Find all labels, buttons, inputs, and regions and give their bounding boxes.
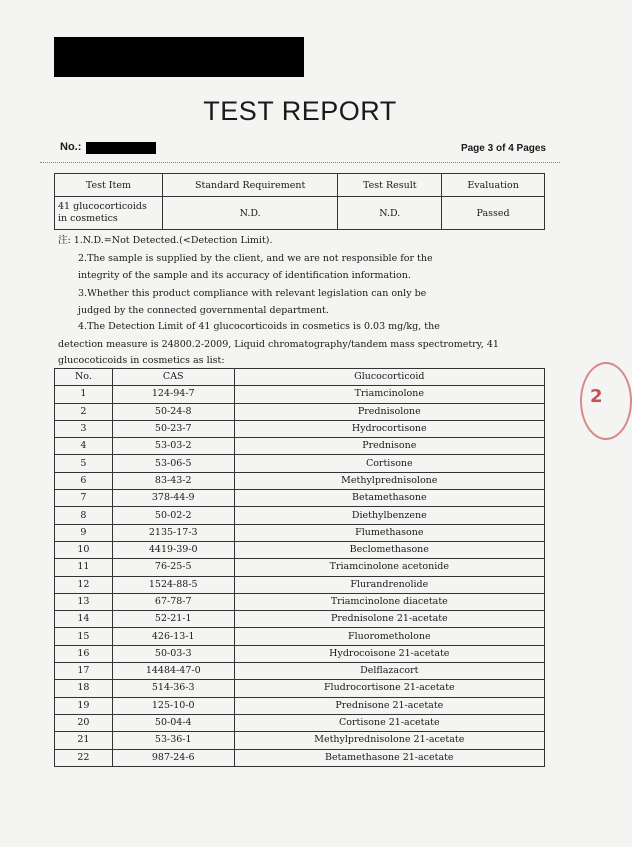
test-item-line2: in cosmetics: [58, 213, 118, 224]
gc-name-cell: Methylprednisolone 21-acetate: [234, 732, 544, 749]
gc-no-cell: 21: [55, 732, 113, 749]
gc-name-cell: Triamcinolone acetonide: [234, 559, 544, 576]
gc-no-cell: 3: [55, 420, 113, 437]
gc-cas-cell: 4419-39-0: [112, 541, 234, 558]
gc-name-cell: Hydrocortisone: [234, 420, 544, 437]
gc-cas-cell: 53-36-1: [112, 732, 234, 749]
note-3-line2: judged by the connected governmental department.: [78, 305, 329, 316]
note-4-line2: detection measure is 24800.2-2009, Liquid chromatography/tandem mass spectrometry, 41: [58, 339, 499, 350]
gc-no-cell: 14: [55, 611, 113, 628]
note-3-line1: 3.Whether this product compliance with relevant legislation can only be: [78, 288, 427, 299]
summary-data-row: [55, 197, 545, 230]
summary-evaluation: Passed: [442, 197, 545, 230]
gc-cas-cell: 125-10-0: [112, 697, 234, 714]
gc-name-cell: Triamcinolone diacetate: [234, 593, 544, 610]
gc-cas-cell: 14484-47-0: [112, 663, 234, 680]
summary-header-cell: Test Item: [55, 174, 163, 197]
table-row: [55, 472, 545, 489]
gc-cas-cell: 53-06-5: [112, 455, 234, 472]
table-row: [55, 541, 545, 558]
gc-name-cell: Hydrocoisone 21-acetate: [234, 645, 544, 662]
table-row: [55, 455, 545, 472]
gc-cas-cell: 514-36-3: [112, 680, 234, 697]
table-row: [55, 420, 545, 437]
glucocorticoid-table: [54, 368, 545, 767]
gc-header-cell: Glucocorticoid: [234, 369, 544, 386]
gc-no-cell: 7: [55, 490, 113, 507]
note-2-line2: integrity of the sample and its accuracy of identification information.: [78, 270, 411, 281]
page-info: Page 3 of 4 Pages: [460, 143, 546, 154]
gc-no-cell: 13: [55, 593, 113, 610]
gc-no-cell: 15: [55, 628, 113, 645]
official-stamp: [580, 362, 632, 440]
gc-name-cell: Prednisolone: [234, 403, 544, 420]
gc-no-cell: 11: [55, 559, 113, 576]
note-2-line1: 2.The sample is supplied by the client, and we are not responsible for the: [78, 253, 433, 264]
gc-no-cell: 4: [55, 438, 113, 455]
gc-no-cell: 6: [55, 472, 113, 489]
gc-cas-cell: 987-24-6: [112, 749, 234, 766]
stamp-number: 2: [590, 386, 603, 407]
note-4-line3: glucocoticoids in cosmetics as list:: [58, 355, 225, 366]
gc-cas-cell: 50-03-3: [112, 645, 234, 662]
gc-no-cell: 18: [55, 680, 113, 697]
gc-name-cell: Diethylbenzene: [234, 507, 544, 524]
gc-header-row: [55, 369, 545, 386]
gc-no-cell: 22: [55, 749, 113, 766]
gc-cas-cell: 124-94-7: [112, 386, 234, 403]
note-4-line1: 4.The Detection Limit of 41 glucocorticoids in cosmetics is 0.03 mg/kg, the: [78, 321, 440, 332]
table-row: [55, 507, 545, 524]
table-row: [55, 576, 545, 593]
summary-header-row: [55, 174, 545, 197]
redacted-header-block: [54, 37, 304, 77]
gc-name-cell: Fluorometholone: [234, 628, 544, 645]
gc-no-cell: 10: [55, 541, 113, 558]
summary-test-item: [55, 197, 163, 230]
table-row: [55, 386, 545, 403]
gc-no-cell: 8: [55, 507, 113, 524]
gc-header-cell: CAS: [112, 369, 234, 386]
gc-name-cell: Beclomethasone: [234, 541, 544, 558]
gc-name-cell: Prednisolone 21-acetate: [234, 611, 544, 628]
gc-no-cell: 2: [55, 403, 113, 420]
gc-no-cell: 19: [55, 697, 113, 714]
gc-no-cell: 20: [55, 714, 113, 731]
summary-requirement: N.D.: [162, 197, 338, 230]
gc-cas-cell: 76-25-5: [112, 559, 234, 576]
summary-header-cell: Test Result: [338, 174, 442, 197]
redacted-report-number: [86, 142, 156, 154]
table-row: [55, 697, 545, 714]
header-divider: [40, 162, 560, 163]
gc-no-cell: 12: [55, 576, 113, 593]
report-title: TEST REPORT: [203, 96, 397, 126]
table-row: [55, 628, 545, 645]
gc-cas-cell: 83-43-2: [112, 472, 234, 489]
gc-name-cell: Flurandrenolide: [234, 576, 544, 593]
gc-name-cell: Fludrocortisone 21-acetate: [234, 680, 544, 697]
gc-name-cell: Betamethasone: [234, 490, 544, 507]
gc-no-cell: 5: [55, 455, 113, 472]
table-row: [55, 611, 545, 628]
gc-name-cell: Flumethasone: [234, 524, 544, 541]
table-row: [55, 438, 545, 455]
gc-header-cell: No.: [55, 369, 113, 386]
table-row: [55, 714, 545, 731]
summary-table: [54, 173, 545, 230]
gc-cas-cell: 53-03-2: [112, 438, 234, 455]
gc-no-cell: 9: [55, 524, 113, 541]
gc-cas-cell: 50-04-4: [112, 714, 234, 731]
gc-cas-cell: 50-02-2: [112, 507, 234, 524]
gc-name-cell: Cortisone: [234, 455, 544, 472]
note-1: 注: 1.N.D.=Not Detected.(<Detection Limit).: [58, 235, 273, 246]
gc-cas-cell: 426-13-1: [112, 628, 234, 645]
table-row: [55, 559, 545, 576]
report-number-label: No.:: [60, 141, 82, 153]
table-row: [55, 680, 545, 697]
table-row: [55, 490, 545, 507]
summary-header-cell: Evaluation: [442, 174, 545, 197]
gc-cas-cell: 50-23-7: [112, 420, 234, 437]
table-row: [55, 749, 545, 766]
gc-name-cell: Cortisone 21-acetate: [234, 714, 544, 731]
gc-cas-cell: 50-24-8: [112, 403, 234, 420]
gc-cas-cell: 2135-17-3: [112, 524, 234, 541]
table-row: [55, 663, 545, 680]
gc-cas-cell: 1524-88-5: [112, 576, 234, 593]
gc-name-cell: Methylprednisolone: [234, 472, 544, 489]
test-item-line1: 41 glucocorticoids: [58, 201, 147, 212]
gc-cas-cell: 378-44-9: [112, 490, 234, 507]
table-row: [55, 524, 545, 541]
gc-no-cell: 16: [55, 645, 113, 662]
gc-name-cell: Prednisone 21-acetate: [234, 697, 544, 714]
gc-name-cell: Delflazacort: [234, 663, 544, 680]
summary-header-cell: Standard Requirement: [162, 174, 338, 197]
table-row: [55, 593, 545, 610]
table-row: [55, 732, 545, 749]
gc-name-cell: Betamethasone 21-acetate: [234, 749, 544, 766]
gc-no-cell: 17: [55, 663, 113, 680]
gc-no-cell: 1: [55, 386, 113, 403]
gc-cas-cell: 67-78-7: [112, 593, 234, 610]
summary-result: N.D.: [338, 197, 442, 230]
table-row: [55, 403, 545, 420]
gc-name-cell: Prednisone: [234, 438, 544, 455]
gc-table-body: [55, 386, 545, 767]
gc-name-cell: Triamcinolone: [234, 386, 544, 403]
table-row: [55, 645, 545, 662]
gc-cas-cell: 52-21-1: [112, 611, 234, 628]
